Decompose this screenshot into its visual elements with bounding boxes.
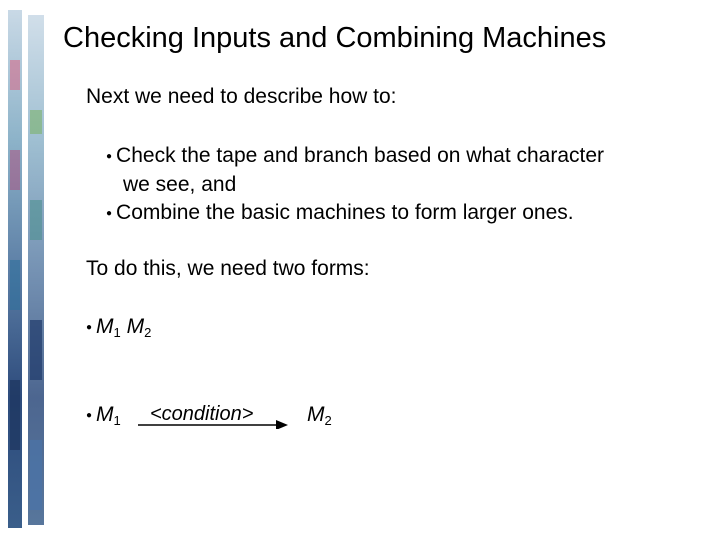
bullet-continuation: we see, and — [123, 173, 237, 196]
bullet-list — [106, 142, 604, 228]
machine-m2: $M_2$ — [307, 403, 332, 428]
bullet-icon: ● — [86, 410, 93, 421]
bullet-text: Combine the basic machines to form larger ones. — [116, 201, 574, 224]
forms-intro-text: To do this, we need two forms: — [86, 257, 370, 280]
intro-text: Next we need to describe how to: — [86, 85, 397, 108]
machine-m1: $M_1$ — [96, 315, 121, 340]
bullet-item-check-tape — [106, 142, 604, 171]
bullet-icon: ● — [86, 322, 93, 333]
machine-m2: $M_2$ — [126, 315, 152, 340]
slide-title: Checking Inputs and Combining Machines — [63, 22, 607, 54]
bullet-icon: ● — [106, 151, 113, 162]
form-conditional — [86, 403, 121, 428]
bullet-text: Check the tape and branch based on what character — [116, 144, 605, 167]
machine-m1: $M_1$ — [96, 403, 121, 428]
decorative-side-art — [0, 0, 48, 540]
condition-label: <condition> — [150, 403, 254, 425]
bullet-icon: ● — [106, 208, 113, 219]
form-sequence — [86, 315, 151, 340]
bullet-item-combine — [106, 199, 604, 228]
